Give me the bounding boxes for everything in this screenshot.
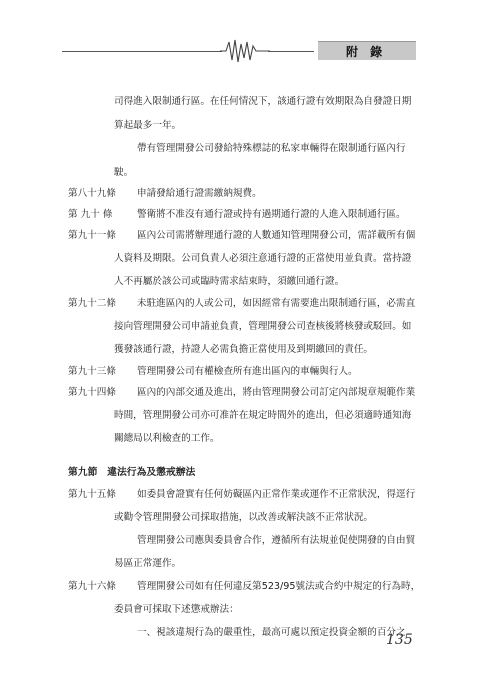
article-text: 管理開發公司有權檢查所有進出區內的車輛與行人。 [137,366,358,377]
article-text: 關總局以利檢查的工作。 [114,433,220,444]
header-zigzag-icon [220,38,270,64]
article-text: 申請發給通行證需繳納規費。 [137,188,262,199]
article-text: 區內的內部交通及進出，將由管理開發公司訂定內部規章規範作業 [137,387,416,398]
article-text: 一、視該違規行為的嚴重性，最高可處以預定投資金額的百分之 [137,627,406,638]
body-line: 駛。 [114,167,134,178]
body-line: 算起最多一年。 [114,120,182,131]
section-heading: 第九節 違法行為及懲戒辦法 [68,467,196,478]
article-text: 易區正常運作。 [114,558,182,569]
article-text: 獲發該通行證，持證人必需負擔正當使用及到期繳回的責任。 [114,344,374,355]
article-number: 第九十一條 [68,230,116,241]
article-text: 人不再屬於該公司或臨時需求結束時，須繳回通行證。 [114,276,345,287]
article-text: 區內公司需將辦理通行證的人數通知管理開發公司，需詳載所有個 [137,230,416,241]
article-text: 管理開發公司應與委員會合作，遵循所有法規並促使開發的自由貿 [137,535,416,546]
article-text: 警衛將不准沒有通行證或持有過期通行證的人進入限制通行區。 [137,209,406,220]
header-tab [318,41,416,60]
header-label: 附 錄 [346,45,387,59]
article-number: 第九十三條 [68,366,116,377]
article-text: 時間，管理開發公司亦可准許在規定時間外的進出，但必須適時通知海 [114,410,412,421]
article-text: 如委員會證實有任何妨礙區內正常作業或運作不正常狀況，得逕行 [137,489,416,500]
article-text: 接向管理開發公司申請並負責，管理開發公司查核後將核發或駁回。如 [114,321,412,332]
article-number: 第九十五條 [68,489,116,500]
article-text: 委員會可採取下述懲戒辦法： [114,604,239,615]
body-line: 帶有管理開發公司發給特殊標誌的私家車輛得在限制通行區內行 [137,143,406,154]
header-rule-left [62,51,222,52]
article-number: 第九十六條 [68,581,116,592]
article-text: 未駐進區內的人或公司，如因經常有需要進出限制通行區，必需直 [137,298,416,309]
page-number: 135 [386,632,413,648]
article-text: 管理開發公司如有任何違反第523/95號法或合約中規定的行為時， [137,581,421,592]
article-number: 第九十二條 [68,298,116,309]
article-number: 第九十四條 [68,387,116,398]
header-rule-mid [268,51,314,52]
article-text: 人資料及期限。公司負責人必須注意通行證的正當使用並負責。當持證 [114,253,412,264]
article-number: 第 九十 條 [68,209,113,220]
body-line: 司得進入限制通行區。在任何情況下，該通行證有效期限為自發證日期 [114,96,412,107]
article-text: 或勸令管理開發公司採取措施，以改善或解決該不正常狀況。 [114,512,374,523]
article-number: 第八十九條 [68,188,116,199]
